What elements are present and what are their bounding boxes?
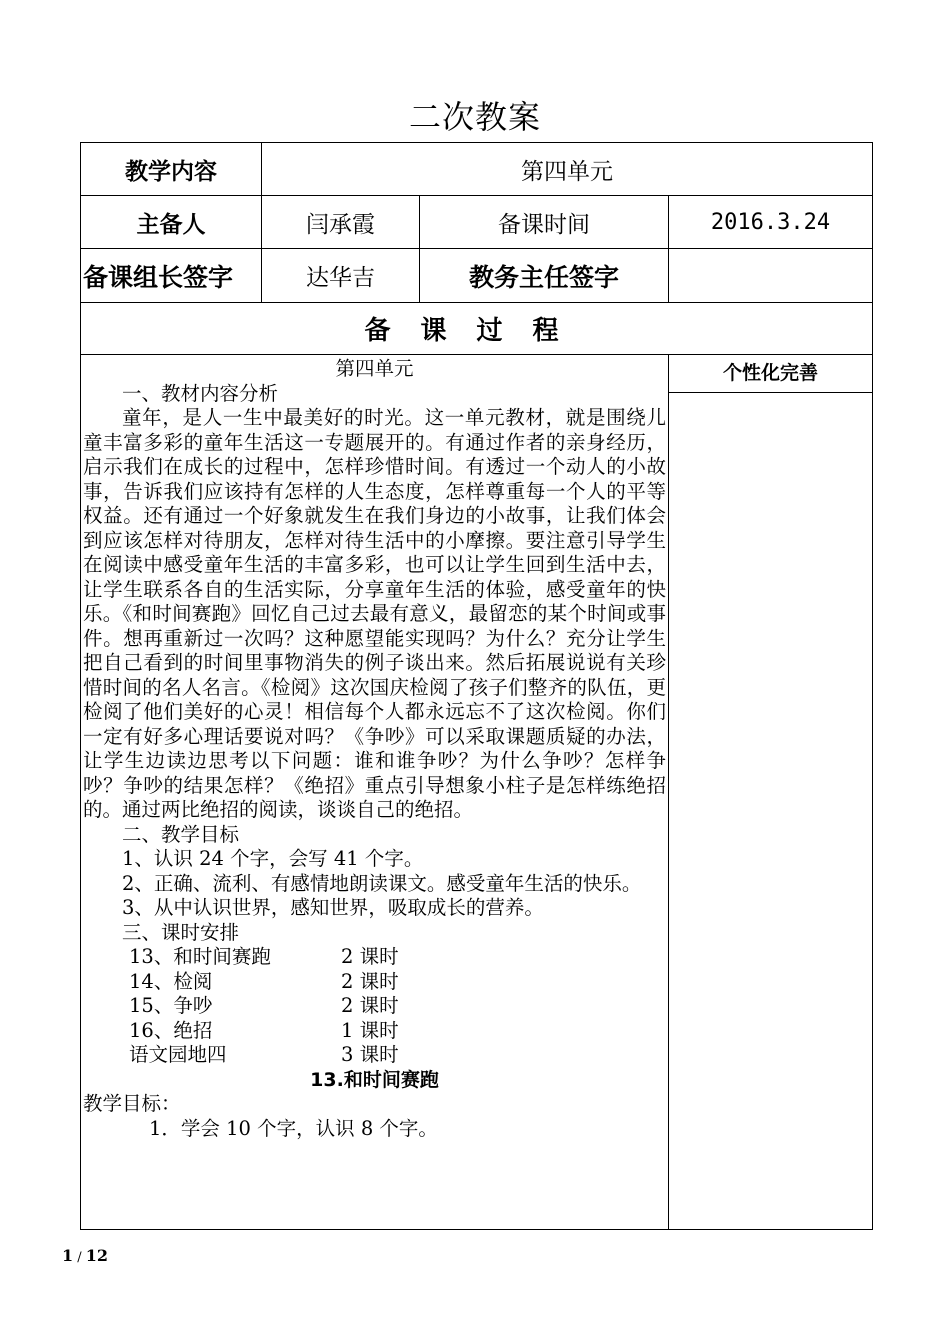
unit-title: 第四单元	[335, 357, 414, 380]
prep-time-label: 备课时间	[420, 196, 669, 249]
schedule-row	[83, 1043, 666, 1068]
goal-item: 2、正确、流利、有感情地朗读课文。感受童年生活的快乐。	[122, 871, 642, 895]
section-1-text: 童年，是人一生中最美好的时光。这一单元教材，就是围绕儿童丰富多彩的童年生活这一专题展开的。有通过作者的亲身经历，启示我们在成长的过程中，怎样珍惜时间。有透过一个动人的小故事，告诉我们应该持有怎样的人生态度，怎样尊重每一个人的平等权益。还有通过一个好象就发生在我们身边的小故事，让我们体会到应该怎样对待朋友，怎样对待生活中的小摩擦。要注意引导学生在阅读中感受童年生活的丰富多彩，也可以让学生回到生活中去，让学生联系各自的生活实际，分享童年生活的体验，感受童年的快乐。《和时间赛跑》回忆自己过去最有意义，最留恋的某个时间或事件。想再重新过一次吗？这种愿望能实现吗？为什么？充分让学生把自己看到的时间里事物消失的例子谈出来。然后拓展说说有关珍惜时间的名人名言。《检阅》这次国庆检阅了孩子们整齐的队伍，更检阅了他们美好的心灵！相信每个人都永远忘不了这次检阅。你们一定有好多心理话要说对吗？《争吵》可以采取课题质疑的办法，让学生边读边思考以下问题：谁和谁争吵？为什么争吵？怎样争吵？争吵的结果怎样？《绝招》重点引导想象小柱子是怎样练绝招的。通过两比绝招的阅读，谈谈自己的绝招。	[83, 406, 666, 821]
schedule-row	[83, 945, 666, 970]
lesson-plan-table	[80, 142, 873, 1230]
section-3-heading: 三、课时安排	[122, 920, 240, 944]
schedule-lesson: 15、争吵	[129, 994, 213, 1017]
section-2-heading: 二、教学目标	[122, 822, 240, 846]
row-content	[81, 143, 873, 196]
schedule-hours: 2 课时	[341, 945, 399, 968]
schedule-hours: 1 课时	[341, 1018, 399, 1042]
goal-item: 1、认识 24 个字，会写 41 个字。	[122, 847, 424, 870]
page-total: 12	[85, 1246, 109, 1265]
personalization-heading: 个性化完善	[669, 355, 872, 393]
row-signatures	[81, 249, 873, 303]
director-sign-label: 教务主任签字	[420, 249, 669, 303]
leader-sign-value: 达华吉	[262, 249, 420, 303]
content-label: 教学内容	[81, 143, 262, 196]
prep-time-value: 2016.3.24	[669, 196, 873, 249]
schedule-lesson: 13、和时间赛跑	[129, 945, 271, 968]
row-process-heading	[81, 303, 873, 355]
page-number	[62, 1246, 108, 1265]
leader-sign-label: 备课组长签字	[81, 249, 262, 303]
schedule-row	[83, 1019, 666, 1044]
director-sign-value	[669, 249, 873, 303]
schedule-row	[83, 970, 666, 995]
goal-item: 3、从中认识世界，感知世界，吸取成长的营养。	[122, 896, 544, 919]
lesson-content	[81, 355, 668, 1145]
row-body	[81, 355, 873, 1230]
personalization-cell	[669, 355, 873, 1230]
page-separator: /	[73, 1250, 86, 1265]
document-title: 二次教案	[408, 98, 541, 136]
page-current: 1	[62, 1246, 74, 1265]
schedule-lesson: 语文园地四	[129, 1043, 227, 1066]
schedule-lesson: 14、检阅	[129, 969, 213, 993]
lesson-goal-item: 1．学会 10 个字，认识 8 个字。	[149, 1116, 438, 1140]
content-value: 第四单元	[262, 143, 873, 196]
lesson-goals-label: 教学目标：	[83, 1092, 181, 1115]
content-cell	[81, 355, 669, 1230]
row-preparer	[81, 196, 873, 249]
schedule-row	[83, 994, 666, 1019]
schedule-hours: 2 课时	[341, 994, 399, 1017]
schedule-lesson: 16、绝招	[129, 1018, 213, 1042]
process-heading: 备课过程	[81, 303, 873, 355]
preparer-label: 主备人	[81, 196, 262, 249]
preparer-value: 闫承霞	[262, 196, 420, 249]
schedule-hours: 2 课时	[341, 969, 399, 993]
section-1-heading: 一、教材内容分析	[122, 381, 279, 405]
schedule-hours: 3 课时	[341, 1043, 399, 1066]
lesson-title: 13.和时间赛跑	[310, 1068, 439, 1091]
